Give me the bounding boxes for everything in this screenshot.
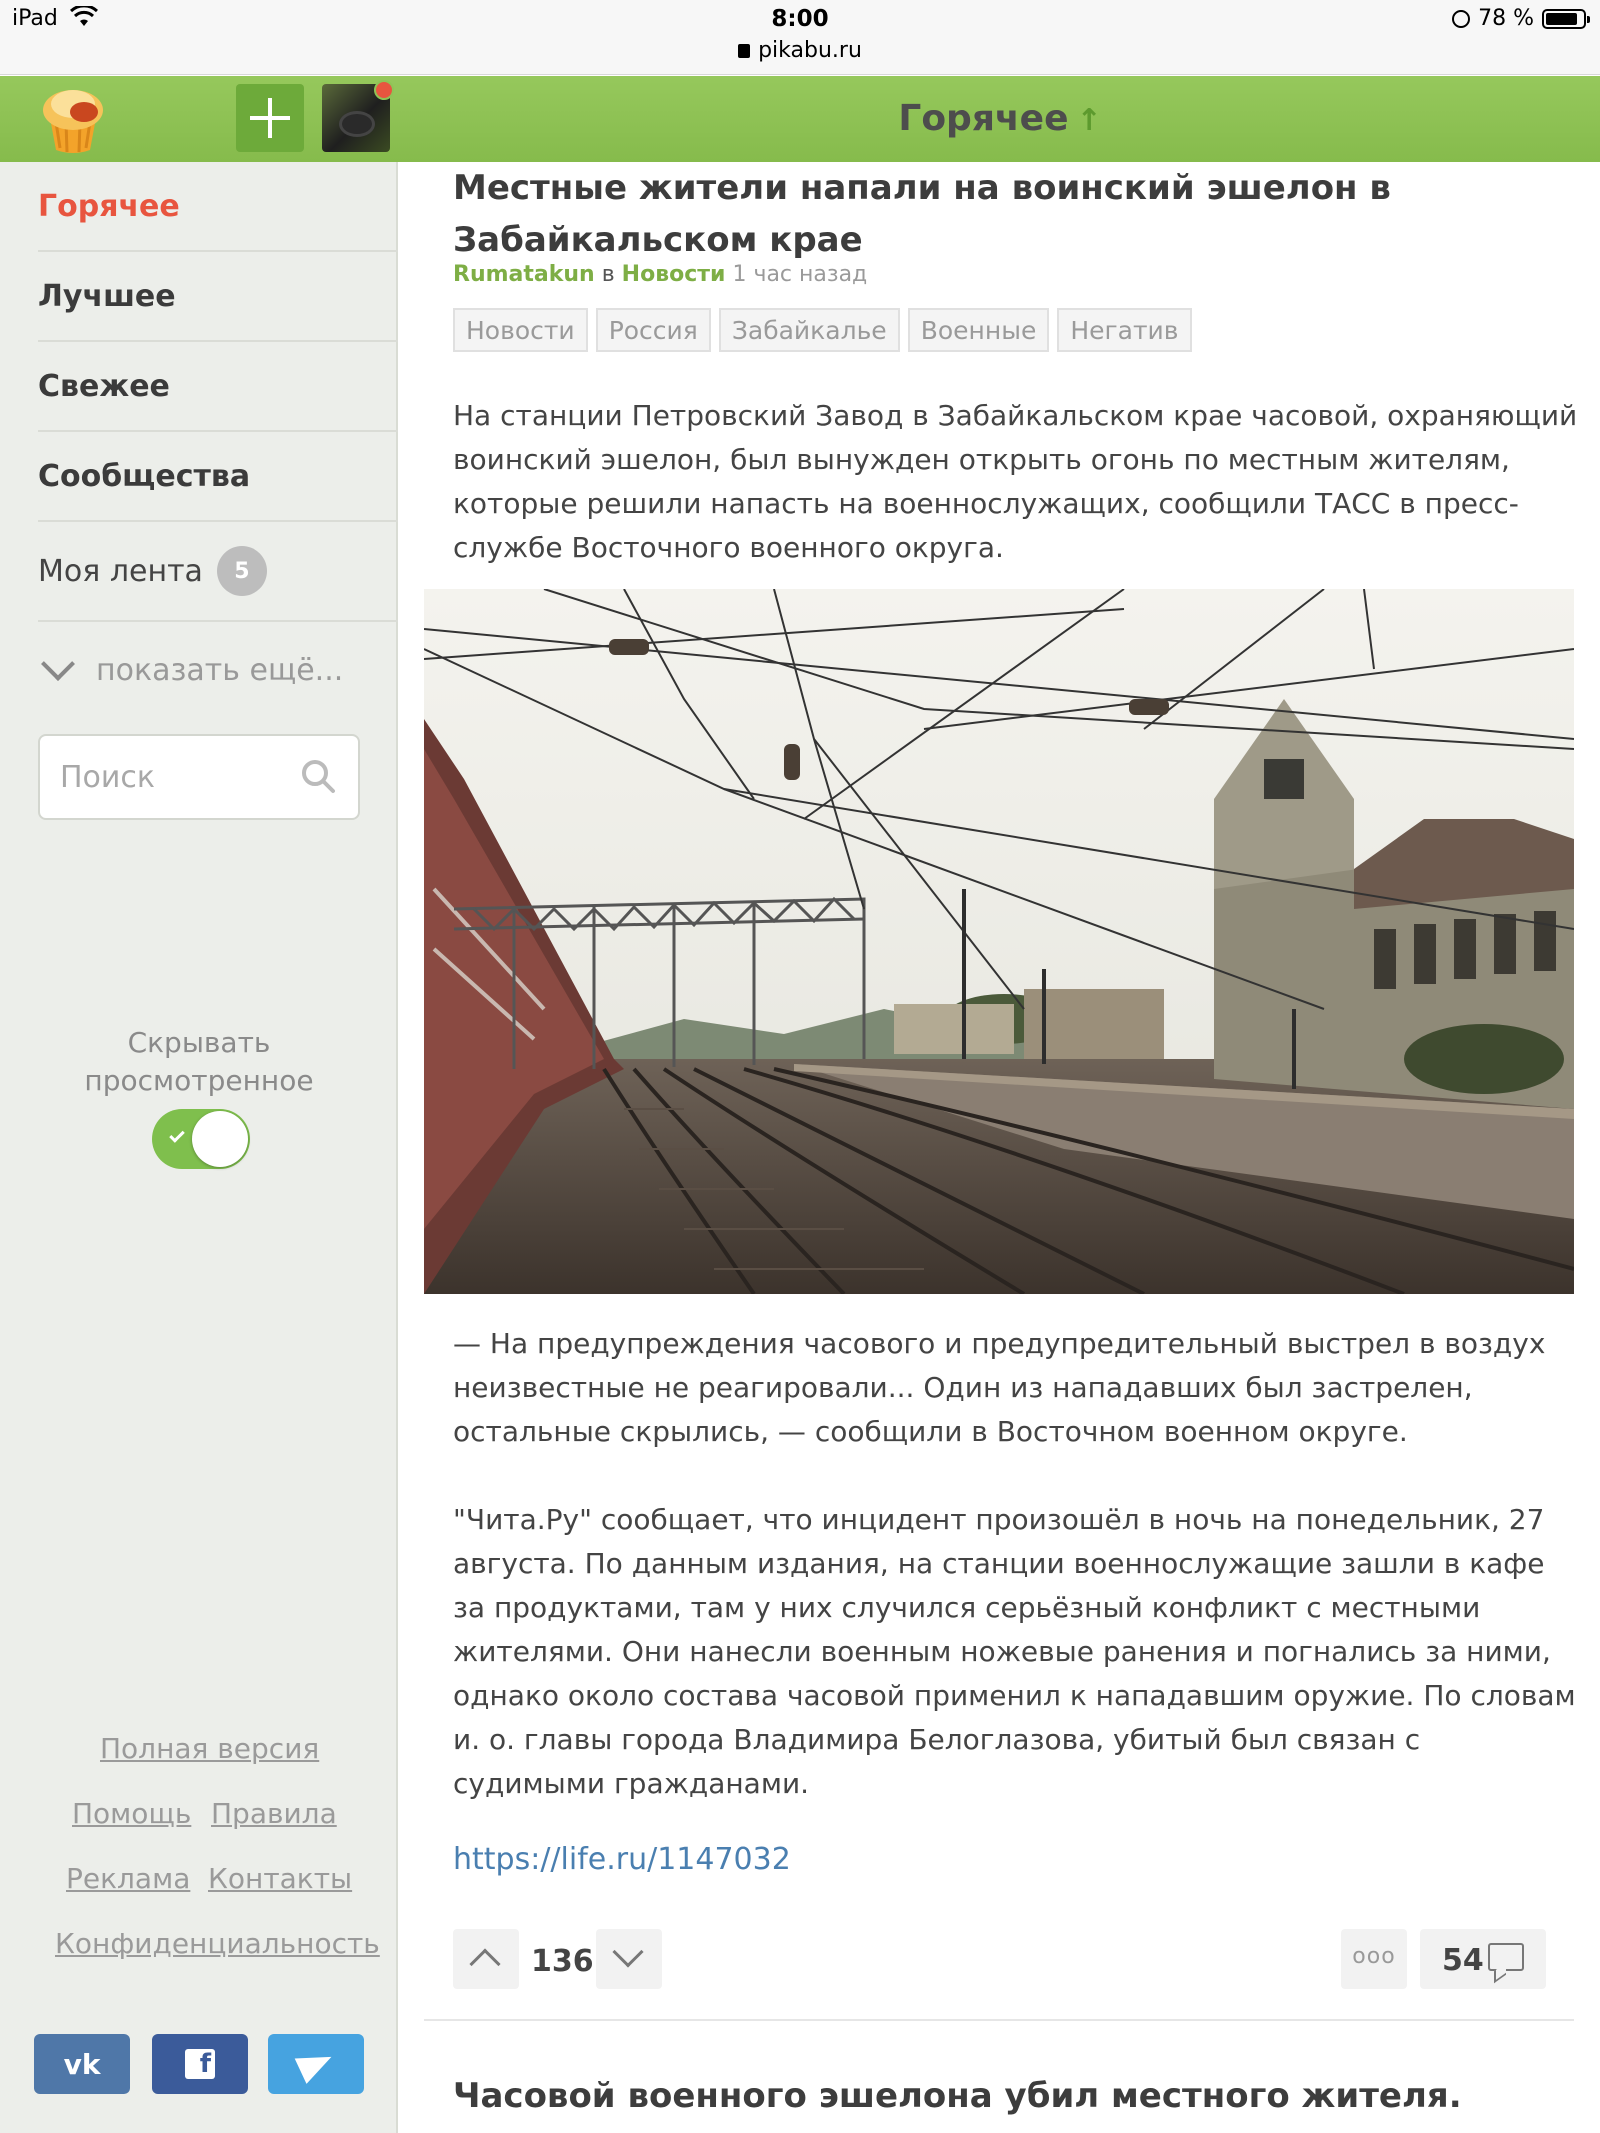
full-version-link[interactable]: Полная версия: [100, 1732, 320, 1765]
pikabu-logo[interactable]: [36, 82, 110, 156]
ads-link[interactable]: Реклама: [66, 1862, 191, 1895]
sidebar: [0, 162, 398, 2133]
arrow-down-icon: [612, 1936, 643, 1967]
comments-button[interactable]: [1420, 1929, 1546, 1989]
arrow-up-icon: ↑: [1076, 103, 1102, 138]
privacy-link[interactable]: Конфиденциальность: [55, 1927, 380, 1960]
tag-item[interactable]: Россия: [596, 308, 711, 352]
sidebar-item-communities[interactable]: Сообщества: [38, 432, 398, 522]
hide-viewed-toggle[interactable]: [152, 1109, 250, 1169]
tag-item[interactable]: Военные: [908, 308, 1050, 352]
vk-icon: vk: [63, 2047, 101, 2081]
post-meta: [453, 262, 867, 287]
battery-icon: [1542, 9, 1586, 29]
device-name: iPad: [12, 6, 58, 31]
meta-in-word: в: [601, 262, 615, 287]
post-rating: 136: [531, 1944, 594, 1979]
post-community[interactable]: Новости: [621, 262, 726, 287]
post-title[interactable]: Местные жители напали на воинский эшелон в Забайкальском крае: [453, 168, 1391, 260]
sidebar-item-best[interactable]: Лучшее: [38, 252, 398, 342]
telegram-share-button[interactable]: [268, 2034, 364, 2094]
post-feed: [398, 162, 1600, 2133]
add-post-button[interactable]: [236, 84, 304, 152]
sidebar-item-fresh[interactable]: Свежее: [38, 342, 398, 432]
search-field: [38, 734, 360, 820]
facebook-icon: f: [185, 2049, 215, 2079]
upvote-button[interactable]: [453, 1929, 519, 1989]
source-link[interactable]: https://life.ru/1147032: [453, 1842, 791, 1877]
post-paragraph: — На предупреждения часового и предупредительный выстрел в воздух неизвестные не реагировали... Один из нападавших был застрелен, остальные скрылись, — сообщили в Восточном военном округе.: [453, 1327, 1546, 1448]
tag-item[interactable]: Забайкалье: [719, 308, 900, 352]
more-dots-icon: ooo: [1352, 1944, 1396, 1969]
address-bar[interactable]: [0, 38, 1600, 63]
help-link[interactable]: Помощь: [72, 1797, 192, 1830]
top-bar: [0, 76, 1600, 162]
tag-item[interactable]: Негатив: [1057, 308, 1191, 352]
status-right: [1452, 6, 1586, 31]
post-tags: [453, 308, 1192, 352]
url-text: pikabu.ru: [758, 38, 862, 63]
search-icon[interactable]: [300, 758, 336, 794]
downvote-button[interactable]: [596, 1929, 662, 1989]
post-paragraph: "Чита.Ру" сообщает, что инцидент произошёл в ночь на понедельник, 27 августа. По данным издания, на станции военнослужащие зашли в кафе за продуктами, там у них случился серьёзный конфликт с местными жителями. Они нанесли военным ножевые ранения и погнались за ними, однако около состава часовой применил к нападавшим оружие. По словам и. о. главы города Владимира Белоглазова, убитый был связан с судимыми гражданами.: [453, 1503, 1576, 1800]
telegram-icon: [295, 2044, 338, 2084]
post-time: 1 час назад: [732, 262, 868, 287]
clock: 8:00: [771, 6, 829, 32]
vk-share-button[interactable]: [34, 2034, 130, 2094]
comment-icon: [1488, 1943, 1524, 1971]
check-icon: [169, 1127, 185, 1143]
battery-percent: 78 %: [1478, 6, 1534, 31]
notification-dot: [374, 80, 394, 100]
arrow-up-icon: [469, 1948, 500, 1979]
post-divider: [424, 2019, 1574, 2021]
facebook-share-button[interactable]: [152, 2034, 248, 2094]
post-paragraph: На станции Петровский Завод в Забайкальском крае часовой, охраняющий воинский эшелон, был вынужден открыть огонь по местным жителям, которые решили напасть на военнослужащих, сообщили ТАСС в пресс-службе Восточного военного округа.: [453, 399, 1578, 564]
comments-count: 54: [1442, 1943, 1484, 1978]
chevron-down-icon: [41, 647, 75, 681]
sidebar-item-hot[interactable]: Горячее: [38, 162, 398, 252]
post-image[interactable]: [424, 589, 1574, 1294]
post-author[interactable]: Rumatakun: [453, 262, 595, 287]
tag-item[interactable]: Новости: [453, 308, 588, 352]
next-post-title[interactable]: Часовой военного эшелона убил местного жителя.: [453, 2076, 1462, 2116]
rules-link[interactable]: Правила: [211, 1797, 337, 1830]
rotation-lock-icon: [1452, 10, 1470, 28]
search-input[interactable]: [40, 736, 290, 818]
hide-viewed-label: Скрывать просмотренное: [84, 1026, 314, 1097]
contacts-link[interactable]: Контакты: [208, 1862, 353, 1895]
sidebar-item-my-feed[interactable]: Моя лента 5: [38, 522, 398, 622]
more-options-button[interactable]: [1341, 1929, 1407, 1989]
feed-count-badge: 5: [217, 546, 267, 596]
show-more-link[interactable]: показать ещё...: [38, 642, 398, 698]
status-bar: [0, 0, 1600, 75]
lock-icon: [738, 44, 750, 58]
page-title[interactable]: Горячее ↑: [898, 98, 1102, 139]
